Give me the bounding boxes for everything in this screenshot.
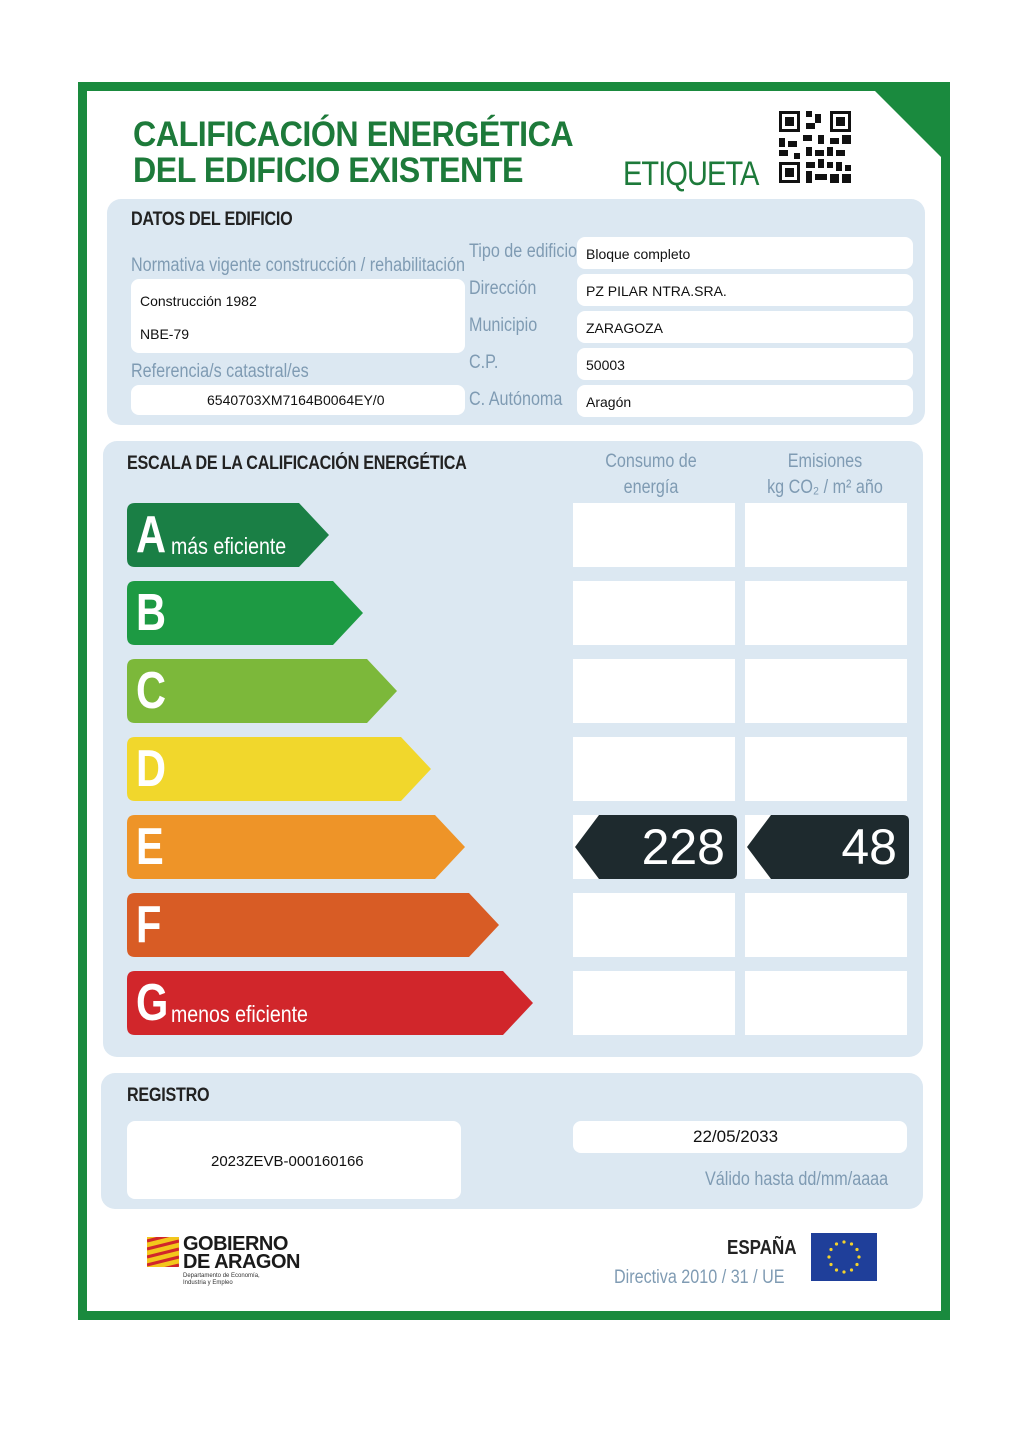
tipo-box bbox=[577, 237, 913, 269]
tipo-value: Bloque completo bbox=[586, 246, 691, 262]
eu-star bbox=[829, 1263, 832, 1266]
emisiones-cell bbox=[745, 581, 907, 645]
class-letter: C bbox=[136, 662, 167, 720]
normativa-box bbox=[131, 279, 465, 353]
energy-label-frame bbox=[78, 82, 950, 1320]
eu-star bbox=[850, 1268, 853, 1271]
cp-label: C.P. bbox=[469, 352, 499, 373]
direccion-value: PZ PILAR NTRA.SRA. bbox=[586, 283, 727, 299]
gobierno-line-1: GOBIERNO bbox=[183, 1233, 288, 1255]
class-letter: B bbox=[136, 584, 167, 642]
autonoma-box bbox=[577, 385, 913, 417]
consumo-cell bbox=[573, 893, 735, 957]
eu-star bbox=[857, 1255, 860, 1258]
gobierno-text bbox=[183, 1235, 300, 1271]
eu-star bbox=[850, 1242, 853, 1245]
consumo-cell bbox=[573, 659, 735, 723]
normativa-line-1: Construcción 1982 bbox=[140, 293, 257, 309]
departamento-line-2: Industria y Empleo bbox=[183, 1280, 233, 1286]
normativa-label: Normativa vigente construcción / rehabilitación bbox=[131, 255, 465, 276]
class-letter: F bbox=[136, 896, 162, 954]
class-a-label bbox=[127, 503, 287, 567]
class-letter: A bbox=[136, 506, 167, 564]
label-title bbox=[133, 117, 573, 189]
class-g-label bbox=[127, 971, 308, 1035]
tipo-label: Tipo de edificio bbox=[469, 241, 578, 262]
class-c-label bbox=[127, 659, 167, 723]
consumo-header-line-1: Consumo de energía bbox=[605, 451, 697, 498]
eu-star bbox=[829, 1248, 832, 1251]
class-f-arrow bbox=[127, 893, 499, 957]
emisiones-value: 48 bbox=[841, 819, 897, 875]
class-d-arrow bbox=[127, 737, 431, 801]
aragon-flag-icon bbox=[147, 1237, 179, 1267]
eu-star bbox=[827, 1255, 830, 1258]
consumo-cell bbox=[573, 971, 735, 1035]
emisiones-cell bbox=[745, 659, 907, 723]
eu-star bbox=[835, 1242, 838, 1245]
eu-flag-icon bbox=[811, 1233, 877, 1281]
emisiones-cell bbox=[745, 503, 907, 567]
corner-triangle bbox=[866, 82, 950, 166]
class-description: menos eficiente bbox=[171, 1001, 308, 1027]
consumo-cell bbox=[573, 503, 735, 567]
escala-panel bbox=[103, 441, 923, 1057]
consumo-cell bbox=[573, 737, 735, 801]
class-e-arrow bbox=[127, 815, 465, 879]
emisiones-header bbox=[755, 449, 894, 501]
class-b-label bbox=[127, 581, 167, 645]
autonoma-label: C. Autónoma bbox=[469, 389, 563, 410]
directiva-label: Directiva 2010 / 31 / UE bbox=[614, 1267, 785, 1288]
eu-star bbox=[842, 1270, 845, 1273]
qr-code-icon bbox=[779, 111, 851, 183]
departamento-text bbox=[183, 1273, 260, 1287]
class-letter: D bbox=[136, 740, 167, 798]
municipio-box bbox=[577, 311, 913, 343]
title-line-1: CALIFICACIÓN ENERGÉTICA bbox=[133, 115, 574, 154]
registro-heading: REGISTRO bbox=[127, 1085, 210, 1106]
espana-label: ESPAÑA bbox=[727, 1237, 797, 1259]
etiqueta-label: ETIQUETA bbox=[623, 155, 759, 193]
class-description: más eficiente bbox=[171, 533, 287, 559]
eu-star bbox=[835, 1268, 838, 1271]
title-line-2: DEL EDIFICIO EXISTENTE bbox=[133, 151, 524, 190]
cp-box bbox=[577, 348, 913, 380]
emisiones-header-line-1: Emisiones bbox=[787, 451, 863, 472]
departamento-line-1: Departamento de Economía, bbox=[183, 1273, 260, 1279]
registro-number-box bbox=[127, 1121, 461, 1199]
datos-heading: DATOS DEL EDIFICIO bbox=[131, 209, 293, 230]
direccion-box bbox=[577, 274, 913, 306]
fecha-value: 22/05/2033 bbox=[693, 1127, 779, 1146]
class-f-label bbox=[127, 893, 162, 957]
referencia-value: 6540703XM7164B0064EY/0 bbox=[207, 392, 385, 408]
class-d-label bbox=[127, 737, 167, 801]
autonoma-value: Aragón bbox=[586, 394, 632, 410]
class-e-label bbox=[127, 815, 164, 879]
registro-panel bbox=[101, 1073, 923, 1209]
cp-value: 50003 bbox=[586, 357, 625, 373]
registro-number: 2023ZEVB-000160166 bbox=[211, 1153, 364, 1170]
class-letter: E bbox=[136, 818, 164, 876]
class-c-arrow bbox=[127, 659, 397, 723]
emisiones-cell bbox=[745, 893, 907, 957]
emisiones-cell bbox=[745, 737, 907, 801]
municipio-label: Municipio bbox=[469, 315, 538, 336]
datos-panel bbox=[107, 199, 925, 425]
referencia-label: Referencia/s catastral/es bbox=[131, 361, 309, 382]
fecha-box bbox=[573, 1121, 907, 1153]
eu-star bbox=[842, 1240, 845, 1243]
valido-label: Válido hasta dd/mm/aaaa bbox=[705, 1169, 889, 1190]
emisiones-header-line-2: kg CO₂ / m² año bbox=[767, 477, 883, 498]
consumo-cell bbox=[573, 581, 735, 645]
direccion-label: Dirección bbox=[469, 278, 537, 299]
municipio-value: ZARAGOZA bbox=[586, 320, 664, 336]
gobierno-line-2: DE ARAGON bbox=[183, 1251, 300, 1273]
class-letter: G bbox=[136, 974, 169, 1032]
consumo-value: 228 bbox=[641, 819, 725, 875]
eu-star bbox=[855, 1263, 858, 1266]
normativa-line-2: NBE-79 bbox=[140, 326, 190, 342]
eu-star bbox=[855, 1248, 858, 1251]
referencia-box bbox=[131, 385, 465, 415]
emisiones-cell bbox=[745, 971, 907, 1035]
escala-heading: ESCALA DE LA CALIFICACIÓN ENERGÉTICA bbox=[127, 453, 467, 474]
